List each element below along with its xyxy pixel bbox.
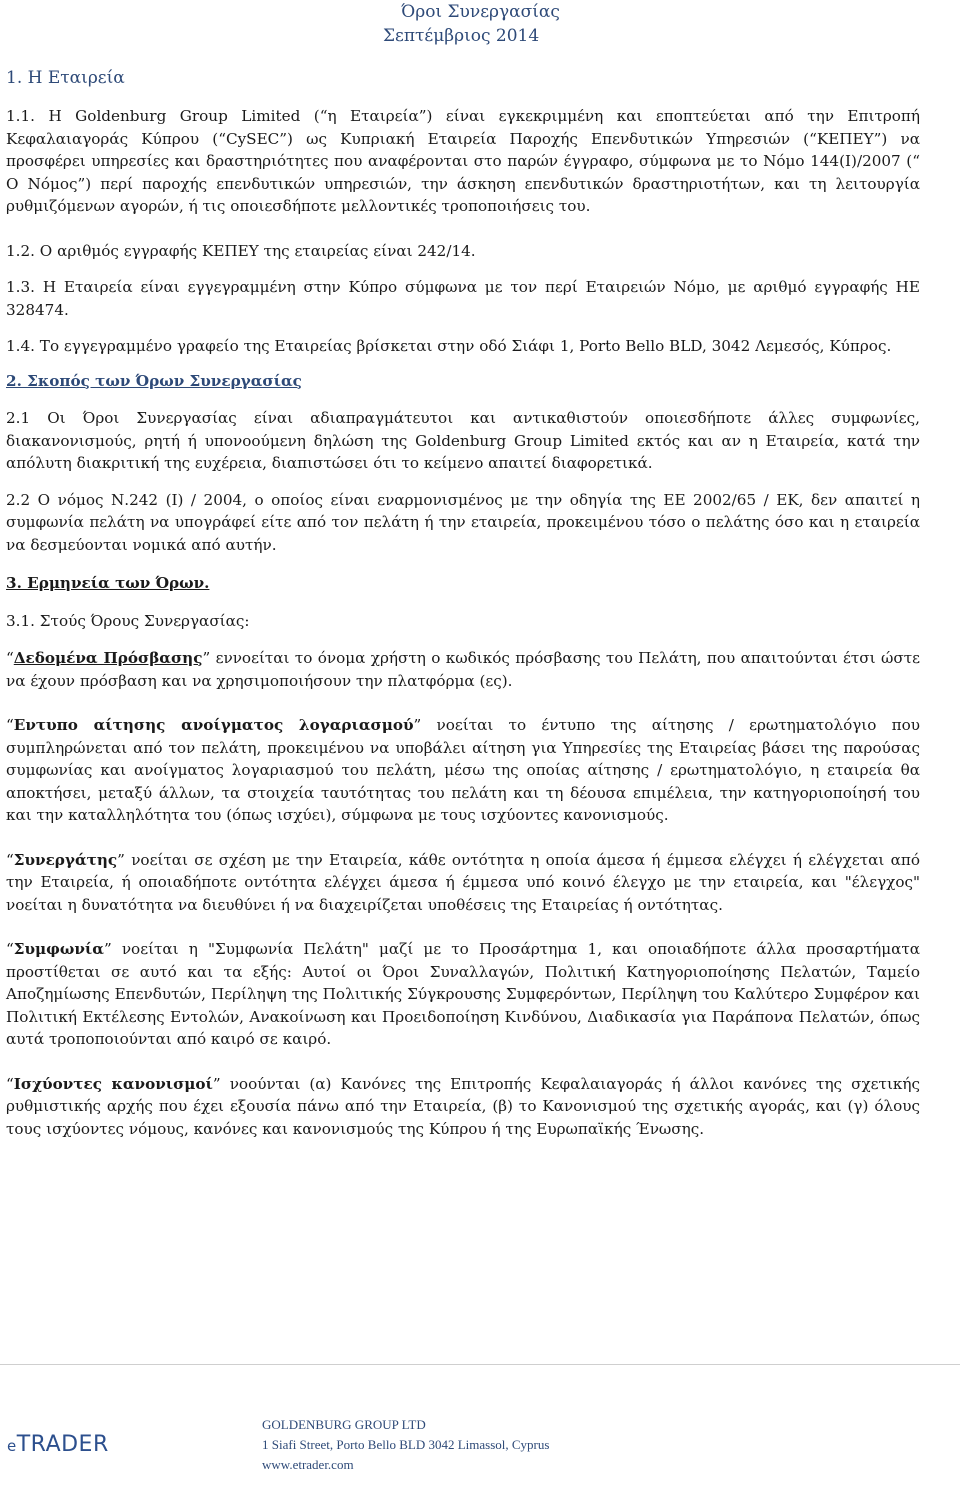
definition-account-form: “Εντυπο αίτησης ανοίγματος λογαριασμού” νοείται το έντυπο της αίτησης / ερωτηματολόγιο που συμπληρώνεται από τον πελάτη, προκειμένου να υποβάλει αίτηση για Υπηρεσίες της Εταιρείας βάσει της παρούσας συμφωνίας και ανοίγματος λογαριασμού του πελάτη, μέσω της οποίας αίτησης / ερωτηματολόγιο, η εταιρεία θα αποκτήσει, μεταξύ άλλων, τα στοιχεία ταυτότητας του πελάτη και τη δέουσα επιμέλεια, την κατηγοριοποίησή του και την καταλληλότητα του (όπως ισχύει), σύμφωνα με τους ισχύοντες κανονισμούς. (6, 716, 920, 824)
definition-term: Συνεργάτης (13, 850, 118, 869)
definition-regulations: “Ισχύοντες κανονισμοί” νοούνται (α) Κανόνες της Επιτροπής Κεφαλαιαγοράς ή άλλοι κανόνες της σχετικής ρυθμιστικής αρχής που έχει εξουσία πάνω από την Εταιρεία, (β) το Κανονισμού της σχετικής αγοράς, και (γ) όλους τους ισχύοντες νόμους, κανόνες και κανονισμούς της Κύπρου ή της Ευρωπαϊκής Ένωσης. (6, 1074, 920, 1138)
etrader-logo: eTRADER (7, 1432, 109, 1457)
paragraph-1-2: 1.2. Ο αριθμός εγγραφής ΚΕΠΕΥ της εταιρείας είναι 242/14. (6, 241, 476, 260)
definition-associate: “Συνεργάτης” νοείται σε σχέση με την Εταιρεία, κάθε οντότητα η οποία άμεσα ή έμμεσα ελέγχει ή ελέγχεται από την Εταιρεία, ή οποιαδήποτε οντότητα ελέγχει άμεσα ή έμμεσα υπό κοινό έλεγχο με την εταιρεία, και "έλεγχος" νοείται η δυνατότητα να διευθύνει ή να διαχειρίζεται υποθέσεις της Εταιρείας ή οντότητας. (6, 850, 920, 914)
section-2-heading: 2. Σκοπός των Όρων Συνεργασίας (6, 371, 302, 390)
footer-address-block (262, 1415, 549, 1475)
paragraph-3-1: 3.1. Στούς Όρους Συνεργασίας: (6, 611, 250, 630)
definition-agreement: “Συμφωνία” νοείται η "Συμφωνία Πελάτη" μαζί με το Προσάρτημα 1, και οποιαδήποτε άλλα προσαρτήματα προστίθεται σε αυτό και τα εξής: Αυτοί οι Όροι Συναλλαγών, Πολιτική Κατηγοριοποίησης Πελατών, Ταμείο Αποζημίωσης Επενδυτών, Περίληψη της Πολιτικής Σύγκρουσης Συμφερόντων, Περίληψη του Καλύτερο Συμφέρον και Πολιτική Εκτέλεσης Εντολών, Ανακοίνωση και Προειδοποίηση Κινδύνου, Διαδικασία για Παράπονα Πελατών, όπως αυτά τροποποιούνται από καιρό σε καιρό. (6, 940, 920, 1048)
paragraph-2-2: 2.2 Ο νόμος Ν.242 (Ι) / 2004, ο οποίος είναι εναρμονισμένος με την οδηγία της ΕΕ 2002/65 / ΕΚ, δεν απαιτεί η συμφωνία πελάτη να υπογράφεί είτε από τον πελάτη ή την εταιρεία, προκειμένου τόσο ο πελάτης όσο και η εταιρεία να δεσμεύονται νομικά από αυτήν. (6, 490, 920, 554)
document-title: Όροι Συνεργασίας (401, 2, 560, 22)
footer-address: 1 Siafi Street, Porto Bello BLD 3042 Limassol, Cyprus (262, 1437, 550, 1452)
document-header (0, 0, 960, 90)
paragraph-1-4: 1.4. Το εγγεγραμμένο γραφείο της Εταιρείας βρίσκεται στην οδό Σιάφι 1, Porto Bello BLD, 3042 Λεμεσός, Κύπρος. (6, 337, 892, 355)
footer-website-link[interactable]: www.etrader.com (262, 1457, 354, 1472)
paragraph-1-1: 1.1. Η Goldenburg Group Limited (“η Εταιρεία”) είναι εγκεκριμμένη και εποπτεύεται από την Επιτροπή Κεφαλαιαγοράς Κύπρου (“CySEC”) ως Κυπριακή Εταιρεία Παροχής Επενδυτικών Υπηρεσιών (“ΚΕΠΕΥ”) να προσφέρει υπηρεσίες και δραστηριότητες που αναφέρονται στο παρών έγγραφο, σύμφωνα με το Νόμο 144(I)/2007 (“ Ο Νόμος”) περί παροχής επενδυτικών υπηρεσιών, την άσκηση επενδυτικών δραστηριοτήτων, και τη λειτουργία ρυθμιζόμενων αγορών, ή τις οποιεσδήποτε μελλοντικές τροποποιήσεις του. (6, 107, 920, 215)
definition-term: Ισχύοντες κανονισμοί (13, 1074, 213, 1093)
definition-term: Δεδομένα Πρόσβασης (13, 649, 203, 667)
section-1-heading: 1. Η Εταιρεία (6, 68, 125, 88)
definition-term: Εντυπο αίτησης ανοίγματος λογαριασμού (13, 716, 414, 734)
paragraph-2-1: 2.1 Οι Όροι Συνεργασίας είναι αδιαπραγμάτευτοι και αντικαθιστούν οποιεσδήποτε άλλες συμφωνίες, διακανονισμούς, ρητή ή υπονοούμενη δηλώση της Goldenburg Group Limited εκτός και αν η Εταιρεία, κατά την απόλυτη διακριτική της ευχέρεια, διαπιστώσει ότι το κείμενο απαιτεί διαφορετικά. (6, 409, 920, 472)
footer-company: GOLDENBURG GROUP LTD (262, 1417, 426, 1432)
document-body (6, 105, 920, 1162)
footer-divider (0, 1364, 960, 1365)
section-3-heading: 3. Ερμηνεία των Όρων. (6, 574, 210, 592)
definition-access-data: “Δεδομένα Πρόσβασης” εννοείται το όνομα χρήστη ο κωδικός πρόσβασης του Πελάτη, που απαιτούνται έτσι ώστε να έχουν πρόσβαση και να χρησιμοποιήσουν την πλατφόρμα (ες). (6, 649, 920, 690)
paragraph-1-3: 1.3. Η Εταιρεία είναι εγγεγραμμένη στην Κύπρο σύμφωνα με τον περί Εταιρειών Νόμο, με αριθμό εγγραφής ΗΕ 328474. (6, 278, 920, 319)
document-date: Σεπτέμβριος 2014 (383, 26, 540, 46)
definition-term: Συμφωνία (13, 940, 104, 958)
